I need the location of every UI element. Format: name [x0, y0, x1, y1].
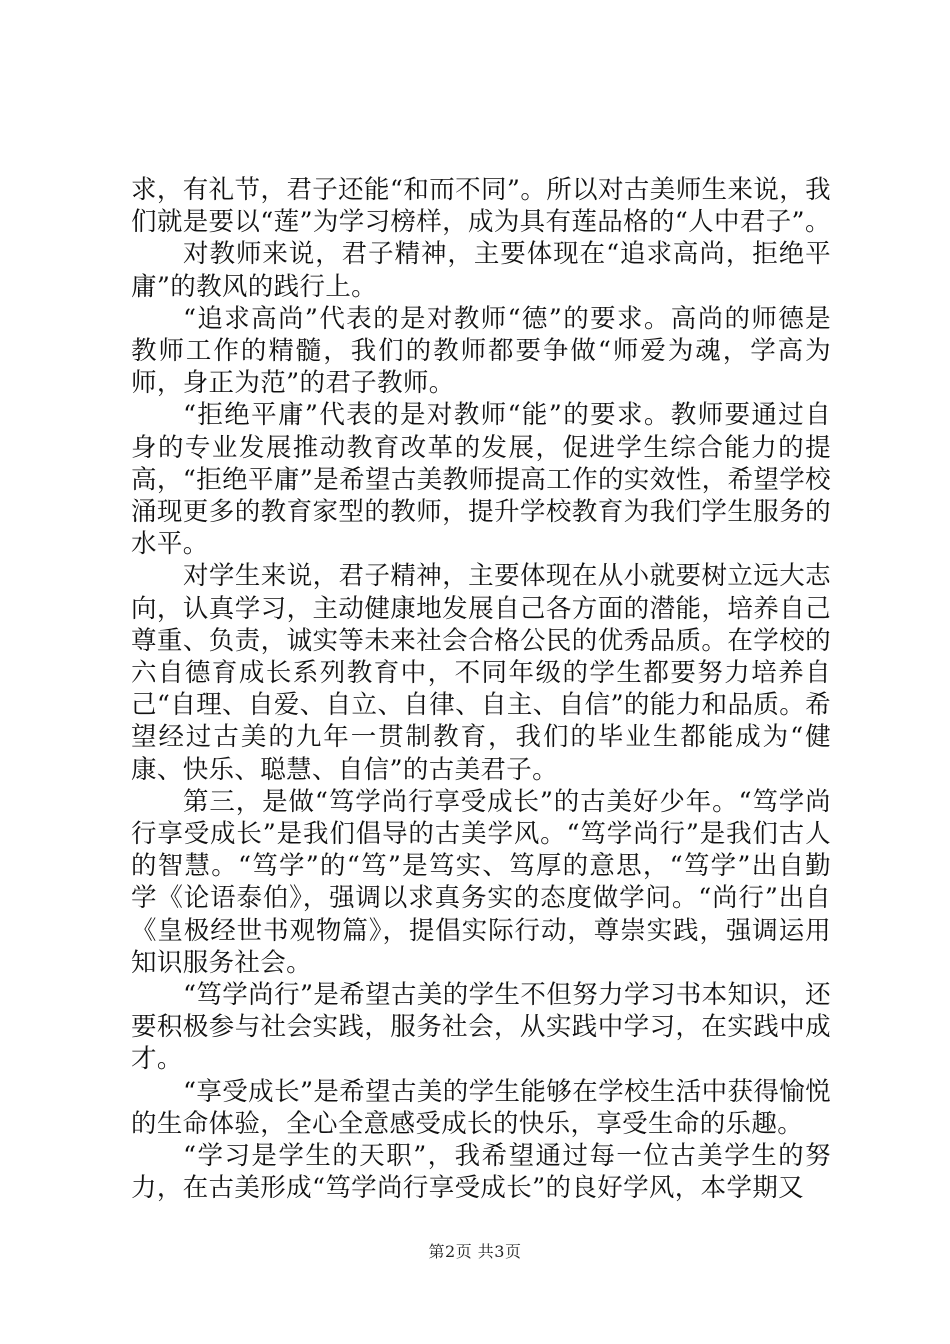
paragraph: “学习是学生的天职”，我希望通过每一位古美学生的努力，在古美形成“笃学尚行享受成长”的良好学风，本学期又 [131, 1141, 831, 1204]
paragraph: 第三，是做“笃学尚行享受成长”的古美好少年。“笃学尚行享受成长”是我们倡导的古美学风。“笃学尚行”是我们古人的智慧。“笃学”的“笃”是笃实、笃厚的意思，“笃学”出自勤学《论语泰伯》，强调以求真务实的态度做学问。“尚行”出自《皇极经世书观物篇》，提倡实际行动，尊崇实践，强调运用知识服务社会。 [131, 786, 831, 978]
document-body [131, 174, 831, 1205]
paragraph: 对教师来说，君子精神，主要体现在“追求高尚，拒绝平庸”的教风的践行上。 [131, 239, 831, 302]
paragraph: 对学生来说，君子精神，主要体现在从小就要树立远大志向，认真学习，主动健康地发展自己各方面的潜能，培养自己尊重、负责，诚实等未来社会合格公民的优秀品质。在学校的六自德育成长系列教育中，不同年级的学生都要努力培养自己“自理、自爱、自立、自律、自主、自信”的能力和品质。希望经过古美的九年一贯制教育，我们的毕业生都能成为“健康、快乐、聪慧、自信”的古美君子。 [131, 561, 831, 785]
paragraph: “追求高尚”代表的是对教师“德”的要求。高尚的师德是教师工作的精髓，我们的教师都要争做“师爱为魂，学高为师，身正为范”的君子教师。 [131, 303, 831, 399]
page-number-footer: 第2页 共3页 [428, 1242, 522, 1261]
paragraph: “笃学尚行”是希望古美的学生不但努力学习书本知识，还要积极参与社会实践，服务社会，从实践中学习，在实践中成才。 [131, 980, 831, 1075]
paragraph: “拒绝平庸”代表的是对教师“能”的要求。教师要通过自身的专业发展推动教育改革的发展，促进学生综合能力的提高，“拒绝平庸”是希望古美教师提高工作的实效性，希望学校涌现更多的教育家型的教师，提升学校教育为我们学生服务的水平。 [131, 400, 831, 560]
paragraph: 求，有礼节，君子还能“和而不同”。所以对古美师生来说，我们就是要以“莲”为学习榜样，成为具有莲品格的“人中君子”。 [131, 175, 831, 238]
paragraph: “享受成长”是希望古美的学生能够在学校生活中获得愉悦的生命体验，全心全意感受成长的快乐，享受生命的乐趣。 [131, 1076, 831, 1139]
